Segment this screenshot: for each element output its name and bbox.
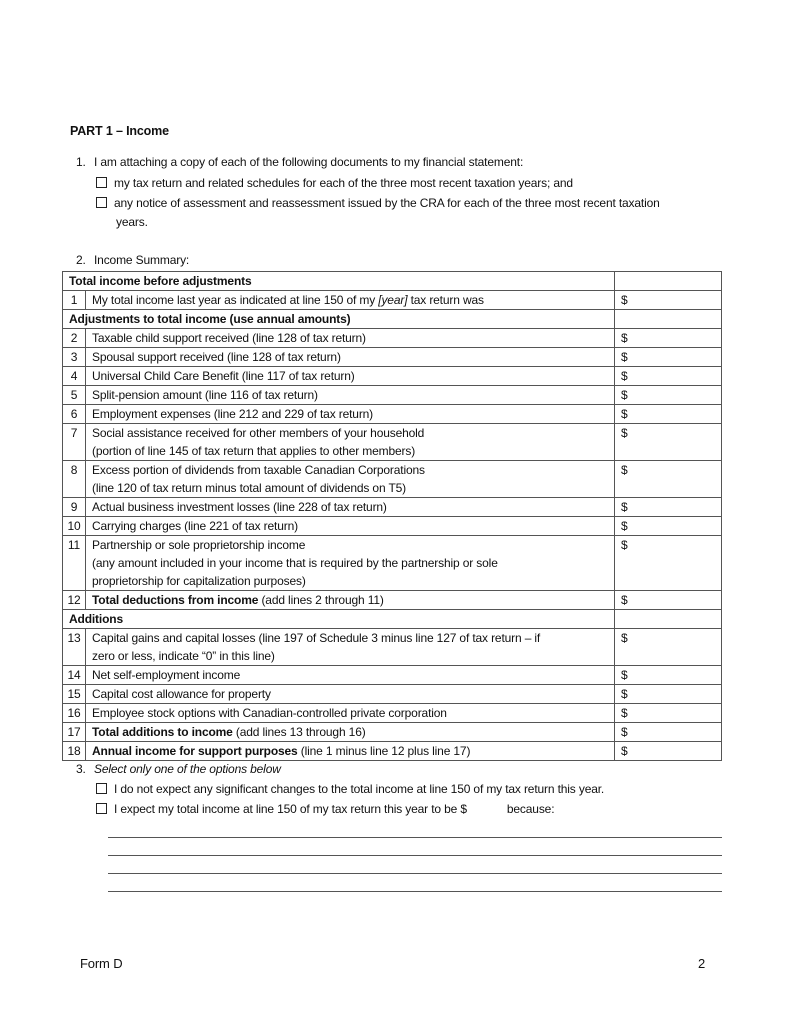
- amount-field[interactable]: $: [615, 517, 722, 536]
- part-title: PART 1 – Income: [70, 124, 169, 138]
- table-row: [63, 424, 722, 461]
- line-number: 11: [63, 536, 86, 591]
- section-additions: Additions: [63, 610, 722, 629]
- amount-field[interactable]: $: [615, 591, 722, 610]
- table-row: [63, 517, 722, 536]
- amount-field[interactable]: $: [615, 685, 722, 704]
- line-description: Actual business investment losses (line 228 of tax return): [86, 498, 615, 517]
- checkbox[interactable]: [96, 783, 107, 794]
- line-number: 9: [63, 498, 86, 517]
- amount-field[interactable]: $: [615, 498, 722, 517]
- section-adjustments: Adjustments to total income (use annual amounts): [63, 310, 722, 329]
- line-description: Capital gains and capital losses (line 197 of Schedule 3 minus line 127 of tax return – if zero or less, indicate “0” in this line): [86, 629, 615, 666]
- line-number: 4: [63, 367, 86, 386]
- table-row: [63, 685, 722, 704]
- line-description: Employee stock options with Canadian-controlled private corporation: [86, 704, 615, 723]
- section-total-income: Total income before adjustments: [63, 272, 722, 291]
- line-number: 15: [63, 685, 86, 704]
- amount-field[interactable]: $: [615, 536, 722, 591]
- line-description: Universal Child Care Benefit (line 117 of tax return): [86, 367, 615, 386]
- checkbox[interactable]: [96, 803, 107, 814]
- line-description: Taxable child support received (line 128 of tax return): [86, 329, 615, 348]
- amount-field[interactable]: $: [615, 629, 722, 666]
- q3-option-no-change[interactable]: I do not expect any significant changes to the total income at line 150 of my tax return this year.: [96, 782, 604, 796]
- table-row: [63, 348, 722, 367]
- line-number: 16: [63, 704, 86, 723]
- line-number: 2: [63, 329, 86, 348]
- table-row: [63, 591, 722, 610]
- line-description: Spousal support received (line 128 of tax return): [86, 348, 615, 367]
- line-number: 13: [63, 629, 86, 666]
- table-row: [63, 498, 722, 517]
- checkbox[interactable]: [96, 177, 107, 188]
- table-row: [63, 291, 722, 310]
- table-row: [63, 367, 722, 386]
- line-description: Capital cost allowance for property: [86, 685, 615, 704]
- line-description: Total additions to income (add lines 13 through 16): [86, 723, 615, 742]
- amount-field[interactable]: $: [615, 424, 722, 461]
- table-row: [63, 461, 722, 498]
- q3-option-expected-income[interactable]: I expect my total income at line 150 of my tax return this year to be $ because:: [96, 802, 554, 816]
- table-row: [63, 329, 722, 348]
- line-description: Total deductions from income (add lines 2 through 11): [86, 591, 615, 610]
- line-description: Net self-employment income: [86, 666, 615, 685]
- line-number: 1: [63, 291, 86, 310]
- question-2: 2. Income Summary:: [76, 253, 190, 267]
- explanation-line-3[interactable]: [108, 873, 722, 874]
- line-number: 18: [63, 742, 86, 761]
- line-number: 10: [63, 517, 86, 536]
- question-1: 1. I am attaching a copy of each of the following documents to my financial statement:: [76, 155, 524, 169]
- line-description: Partnership or sole proprietorship income (any amount included in your income that is required by the partnership or sole proprietorship for capitalization purposes): [86, 536, 615, 591]
- q1-option-notice-cont: years.: [116, 215, 148, 229]
- line-number: 6: [63, 405, 86, 424]
- line-description: Employment expenses (line 212 and 229 of tax return): [86, 405, 615, 424]
- line-number: 3: [63, 348, 86, 367]
- amount-field[interactable]: $: [615, 348, 722, 367]
- table-row: [63, 386, 722, 405]
- question-3: 3. Select only one of the options below: [76, 762, 281, 776]
- amount-field[interactable]: $: [615, 723, 722, 742]
- amount-field[interactable]: $: [615, 291, 722, 310]
- line-description: Split-pension amount (line 116 of tax return): [86, 386, 615, 405]
- table-row: [63, 704, 722, 723]
- line-number: 14: [63, 666, 86, 685]
- amount-cell: [615, 610, 722, 629]
- table-row: [63, 629, 722, 666]
- footer-form-name: Form D: [80, 956, 123, 971]
- line-number: 7: [63, 424, 86, 461]
- amount-cell: [615, 272, 722, 291]
- explanation-line-1[interactable]: [108, 837, 722, 838]
- q1-option-tax-return[interactable]: my tax return and related schedules for each of the three most recent taxation years; and: [96, 176, 573, 190]
- amount-field[interactable]: $: [615, 666, 722, 685]
- table-row: [63, 536, 722, 591]
- table-row: [63, 723, 722, 742]
- table-row: [63, 742, 722, 761]
- amount-field[interactable]: $: [615, 405, 722, 424]
- line-description: My total income last year as indicated at line 150 of my [year] tax return was: [86, 291, 615, 310]
- q1-option-notice[interactable]: any notice of assessment and reassessment issued by the CRA for each of the three most recent taxation: [96, 196, 660, 210]
- amount-cell: [615, 310, 722, 329]
- table-row: [63, 666, 722, 685]
- line-description: Annual income for support purposes (line 1 minus line 12 plus line 17): [86, 742, 615, 761]
- line-description: Carrying charges (line 221 of tax return): [86, 517, 615, 536]
- income-summary-table: [62, 271, 722, 761]
- line-description: Social assistance received for other members of your household (portion of line 145 of tax return that applies to other members): [86, 424, 615, 461]
- amount-field[interactable]: $: [615, 461, 722, 498]
- footer-page-number: 2: [698, 956, 706, 971]
- line-number: 17: [63, 723, 86, 742]
- line-number: 8: [63, 461, 86, 498]
- line-description: Excess portion of dividends from taxable Canadian Corporations (line 120 of tax return minus total amount of dividends on T5): [86, 461, 615, 498]
- amount-field[interactable]: $: [615, 704, 722, 723]
- line-number: 5: [63, 386, 86, 405]
- table-row: [63, 405, 722, 424]
- amount-field[interactable]: $: [615, 386, 722, 405]
- explanation-line-4[interactable]: [108, 891, 722, 892]
- checkbox[interactable]: [96, 197, 107, 208]
- amount-field[interactable]: $: [615, 367, 722, 386]
- amount-field[interactable]: $: [615, 742, 722, 761]
- explanation-line-2[interactable]: [108, 855, 722, 856]
- amount-field[interactable]: $: [615, 329, 722, 348]
- line-number: 12: [63, 591, 86, 610]
